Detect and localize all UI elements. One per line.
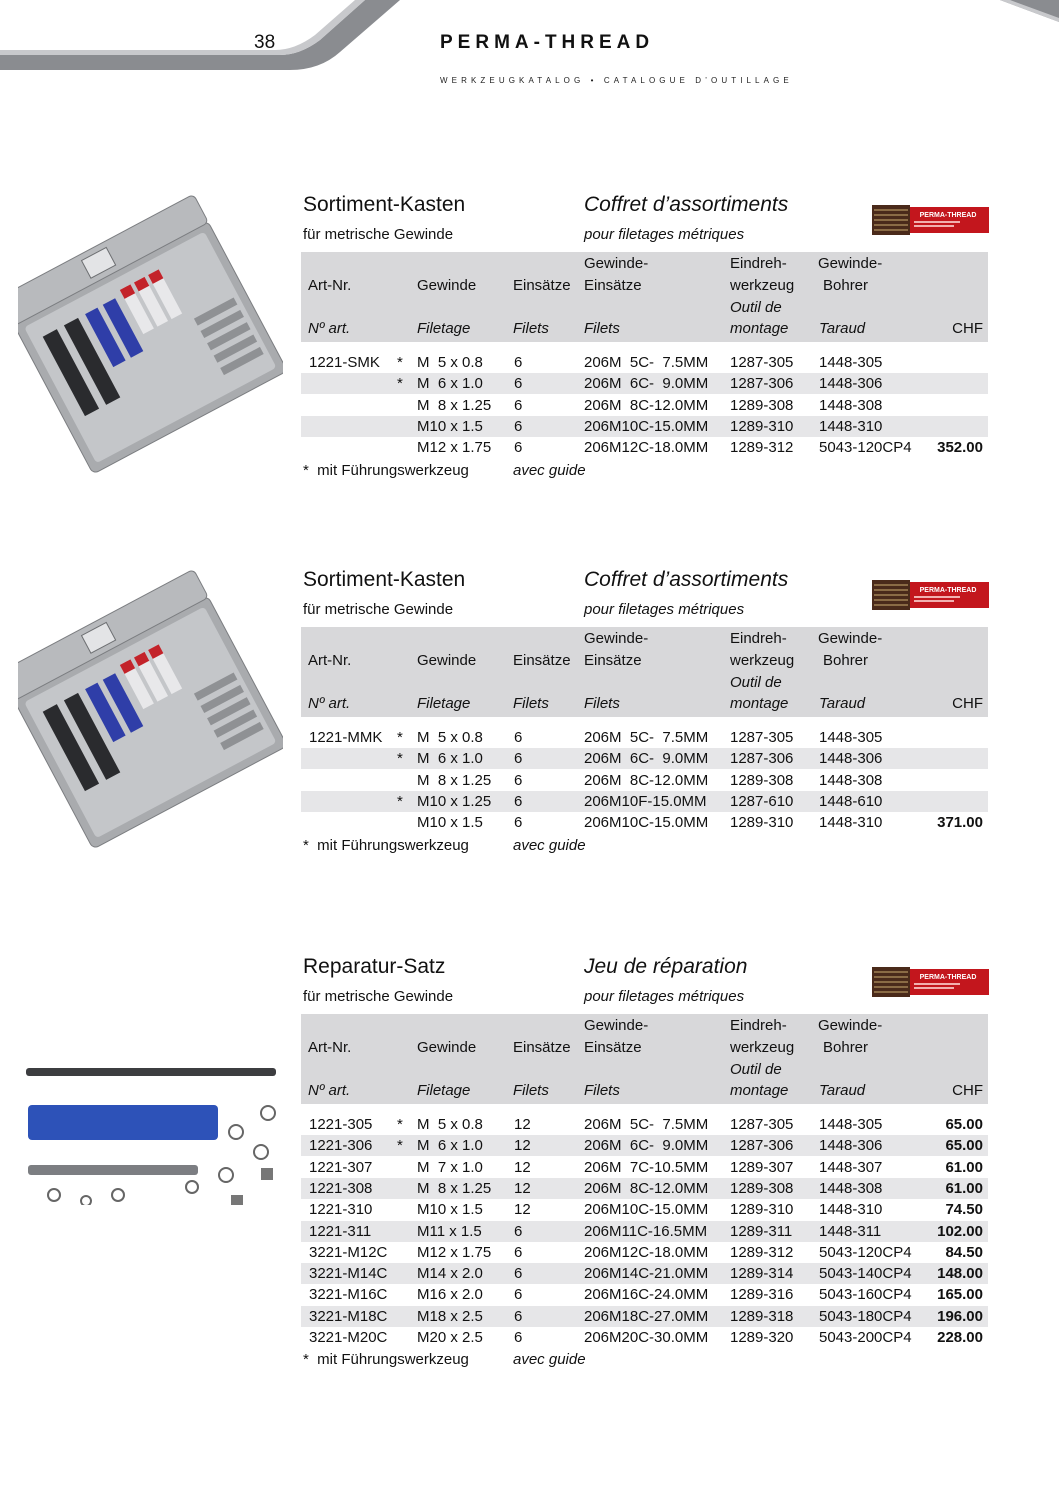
cell-art: 1221-310 bbox=[309, 1201, 373, 1219]
cell-art: 3221-M12C bbox=[309, 1243, 388, 1261]
table-row bbox=[301, 1306, 988, 1327]
section-title-fr: Jeu de réparation bbox=[584, 955, 748, 978]
cell-art: 1221-307 bbox=[309, 1158, 373, 1176]
column-header: Filetage bbox=[417, 695, 471, 712]
cell-thread: M11 x 1.5 bbox=[417, 1222, 482, 1240]
table-header bbox=[301, 1014, 988, 1104]
cell-ginserts: 206M12C-18.0MM bbox=[584, 439, 709, 457]
cell-tap: 1448-308 bbox=[819, 1179, 883, 1197]
cell-thread: M 8 x 1.25 bbox=[417, 771, 492, 789]
column-header: Outil de bbox=[730, 1061, 782, 1078]
column-header: Filets bbox=[584, 695, 620, 712]
cell-inserts: 6 bbox=[514, 396, 523, 414]
cell-inserts: 6 bbox=[514, 1222, 523, 1240]
column-header-price: CHF bbox=[952, 1082, 983, 1099]
cell-ginserts: 206M 5C- 7.5MM bbox=[584, 1116, 709, 1133]
cell-tool: 1289-308 bbox=[730, 771, 794, 789]
cell-tool: 1289-308 bbox=[730, 1179, 794, 1197]
column-header: Gewinde bbox=[417, 652, 477, 669]
cell-star: * bbox=[397, 729, 403, 746]
column-header: Art-Nr. bbox=[308, 1039, 352, 1056]
cell-tap: 1448-311 bbox=[819, 1222, 882, 1240]
column-header: Bohrer bbox=[823, 277, 869, 294]
cell-ginserts: 206M12C-18.0MM bbox=[584, 1243, 709, 1261]
column-header: Einsätze bbox=[584, 277, 642, 294]
cell-thread: M 6 x 1.0 bbox=[417, 375, 483, 393]
cell-art: 3221-M16C bbox=[309, 1286, 388, 1304]
section-title-de: Sortiment-Kasten bbox=[303, 568, 466, 591]
cell-tap: 1448-308 bbox=[819, 396, 883, 414]
cell-tap: 1448-310 bbox=[819, 814, 883, 832]
cell-star: * bbox=[397, 1137, 403, 1155]
cell-price: 352.00 bbox=[937, 439, 983, 457]
column-header: werkzeug bbox=[730, 277, 795, 294]
cell-tap: 1448-305 bbox=[819, 729, 883, 746]
footnote-de: * mit Führungswerkzeug bbox=[303, 836, 469, 854]
table-row bbox=[301, 373, 988, 394]
column-header: Nº art. bbox=[308, 695, 351, 712]
cell-art: 1221-SMK bbox=[309, 354, 380, 371]
section-subtitle-de: für metrische Gewinde bbox=[303, 988, 454, 1005]
cell-ginserts: 206M 6C- 9.0MM bbox=[584, 750, 709, 768]
column-header: Nº art. bbox=[308, 1082, 351, 1099]
cell-thread: M10 x 1.5 bbox=[417, 417, 483, 435]
cell-inserts: 6 bbox=[514, 439, 523, 457]
column-header: Gewinde bbox=[417, 277, 477, 294]
table-row bbox=[301, 416, 988, 437]
catalog-subtitle: WERKZEUGKATALOG • CATALOGUE D’OUTILLAGE bbox=[440, 76, 793, 85]
column-header: Art-Nr. bbox=[308, 652, 352, 669]
column-header-price: CHF bbox=[952, 320, 983, 337]
column-header: montage bbox=[730, 320, 789, 337]
column-header-price: CHF bbox=[952, 695, 983, 712]
column-header: Gewinde- bbox=[584, 1017, 649, 1034]
cell-thread: M10 x 1.5 bbox=[417, 814, 483, 832]
logo-text: PERMA-THREAD bbox=[919, 587, 977, 594]
column-header: werkzeug bbox=[730, 652, 795, 669]
column-header: Gewinde- bbox=[818, 1017, 883, 1034]
cell-star: * bbox=[397, 1116, 403, 1133]
cell-tap: 5043-120CP4 bbox=[819, 439, 912, 457]
cell-tool: 1287-306 bbox=[730, 1137, 794, 1155]
cell-tap: 1448-307 bbox=[819, 1158, 883, 1176]
cell-thread: M 6 x 1.0 bbox=[417, 1137, 483, 1155]
cell-ginserts: 206M 8C-12.0MM bbox=[584, 771, 709, 789]
cell-inserts: 12 bbox=[514, 1158, 531, 1176]
footnote-fr: avec guide bbox=[513, 1351, 586, 1369]
cell-inserts: 6 bbox=[514, 750, 523, 768]
cell-thread: M20 x 2.5 bbox=[417, 1329, 483, 1346]
table-row bbox=[301, 1221, 988, 1242]
cell-price: 84.50 bbox=[945, 1243, 983, 1261]
cell-inserts: 6 bbox=[514, 1265, 523, 1283]
table-row bbox=[301, 791, 988, 812]
cell-tool: 1289-310 bbox=[730, 417, 794, 435]
cell-tap: 1448-306 bbox=[819, 750, 883, 768]
column-header: Outil de bbox=[730, 674, 782, 691]
cell-tool: 1289-310 bbox=[730, 814, 794, 832]
cell-art: 1221-306 bbox=[309, 1137, 373, 1155]
column-header: Einsätze bbox=[513, 1039, 571, 1056]
footnote bbox=[303, 1351, 586, 1369]
cell-ginserts: 206M10C-15.0MM bbox=[584, 814, 709, 832]
cell-ginserts: 206M18C-27.0MM bbox=[584, 1307, 709, 1325]
page-number: 38 bbox=[254, 32, 276, 53]
cell-price: 165.00 bbox=[937, 1286, 983, 1304]
cell-price: 371.00 bbox=[937, 814, 983, 832]
section-subtitle-fr: pour filetages métriques bbox=[584, 988, 745, 1005]
table-row bbox=[301, 395, 988, 416]
column-header: Gewinde- bbox=[818, 255, 883, 272]
cell-tool: 1289-316 bbox=[730, 1286, 794, 1304]
cell-thread: M 5 x 0.8 bbox=[417, 354, 483, 371]
table-header bbox=[301, 252, 988, 342]
cell-tool: 1289-308 bbox=[730, 396, 794, 414]
cell-thread: M10 x 1.25 bbox=[417, 792, 492, 810]
column-header: Outil de bbox=[730, 299, 782, 316]
cell-inserts: 6 bbox=[514, 354, 523, 371]
footnote-fr: avec guide bbox=[513, 836, 586, 854]
cell-thread: M18 x 2.5 bbox=[417, 1307, 483, 1325]
table-row bbox=[301, 1242, 988, 1263]
section-title-fr: Coffret d’assortiments bbox=[584, 568, 789, 591]
table-row bbox=[301, 1178, 988, 1199]
column-header: Einsätze bbox=[584, 1039, 642, 1056]
cell-tool: 1289-314 bbox=[730, 1265, 794, 1283]
cell-inserts: 6 bbox=[514, 1243, 523, 1261]
cell-price: 102.00 bbox=[937, 1222, 983, 1240]
cell-price: 148.00 bbox=[937, 1265, 983, 1283]
column-header: Filetage bbox=[417, 320, 471, 337]
cell-inserts: 6 bbox=[514, 792, 523, 810]
section-title-de: Reparatur-Satz bbox=[303, 955, 446, 978]
column-header: Filetage bbox=[417, 1082, 471, 1099]
section-title-de: Sortiment-Kasten bbox=[303, 193, 466, 216]
cell-thread: M 5 x 0.8 bbox=[417, 729, 483, 746]
cell-star: * bbox=[397, 375, 403, 393]
product-section bbox=[0, 568, 1059, 868]
cell-thread: M16 x 2.0 bbox=[417, 1286, 483, 1304]
table-header bbox=[301, 627, 988, 717]
column-header: Nº art. bbox=[308, 320, 351, 337]
table-row bbox=[301, 812, 988, 833]
table-row bbox=[301, 1327, 988, 1348]
column-header: Einsätze bbox=[513, 652, 571, 669]
cell-ginserts: 206M 6C- 9.0MM bbox=[584, 375, 709, 393]
cell-tap: 5043-180CP4 bbox=[819, 1307, 912, 1325]
cell-art: 3221-M18C bbox=[309, 1307, 388, 1325]
table-row bbox=[301, 1263, 988, 1284]
cell-ginserts: 206M11C-16.5MM bbox=[584, 1222, 708, 1240]
cell-tool: 1289-318 bbox=[730, 1307, 794, 1325]
cell-inserts: 6 bbox=[514, 375, 523, 393]
cell-ginserts: 206M10F-15.0MM bbox=[584, 792, 707, 810]
cell-tool: 1287-610 bbox=[730, 792, 794, 810]
footnote-fr: avec guide bbox=[513, 461, 586, 479]
table-row bbox=[301, 437, 988, 458]
cell-art: 1221-305 bbox=[309, 1116, 373, 1133]
column-header: Gewinde bbox=[417, 1039, 477, 1056]
cell-tool: 1289-311 bbox=[730, 1222, 793, 1240]
section-subtitle-fr: pour filetages métriques bbox=[584, 226, 745, 243]
cell-tap: 1448-306 bbox=[819, 1137, 883, 1155]
column-header: Filets bbox=[513, 695, 549, 712]
perma-thread-logo bbox=[872, 580, 989, 610]
cell-price: 65.00 bbox=[945, 1116, 983, 1133]
section-title-fr: Coffret d’assortiments bbox=[584, 193, 789, 216]
cell-tap: 5043-200CP4 bbox=[819, 1329, 912, 1346]
cell-ginserts: 206M10C-15.0MM bbox=[584, 417, 709, 435]
cell-inserts: 6 bbox=[514, 729, 523, 746]
column-header: Filets bbox=[584, 320, 620, 337]
cell-star: * bbox=[397, 354, 403, 371]
table-row bbox=[301, 352, 988, 373]
table-row bbox=[301, 1114, 988, 1135]
column-header: montage bbox=[730, 1082, 789, 1099]
cell-star: * bbox=[397, 792, 403, 810]
perma-thread-logo bbox=[872, 205, 989, 235]
table-row bbox=[301, 1284, 988, 1305]
cell-ginserts: 206M16C-24.0MM bbox=[584, 1286, 709, 1304]
logo-text: PERMA-THREAD bbox=[919, 212, 977, 219]
cell-tool: 1289-310 bbox=[730, 1201, 794, 1219]
cell-star: * bbox=[397, 750, 403, 768]
cell-thread: M 8 x 1.25 bbox=[417, 396, 492, 414]
product-photo bbox=[18, 1005, 283, 1210]
table-row bbox=[301, 727, 988, 748]
cell-art: 3221-M20C bbox=[309, 1329, 388, 1346]
cell-tap: 1448-310 bbox=[819, 417, 883, 435]
cell-price: 65.00 bbox=[945, 1137, 983, 1155]
cell-thread: M10 x 1.5 bbox=[417, 1201, 483, 1219]
cell-inserts: 6 bbox=[514, 1329, 523, 1346]
column-header: Eindreh- bbox=[730, 630, 787, 647]
cell-tool: 1287-305 bbox=[730, 354, 794, 371]
cell-inserts: 12 bbox=[514, 1137, 531, 1155]
table-row bbox=[301, 748, 988, 769]
cell-tool: 1287-305 bbox=[730, 729, 794, 746]
column-header: Bohrer bbox=[823, 652, 869, 669]
column-header: Einsätze bbox=[513, 277, 571, 294]
cell-ginserts: 206M 8C-12.0MM bbox=[584, 396, 709, 414]
cell-art: 1221-311 bbox=[309, 1222, 372, 1240]
column-header: Gewinde- bbox=[584, 255, 649, 272]
cell-tap: 1448-610 bbox=[819, 792, 883, 810]
column-header: werkzeug bbox=[730, 1039, 795, 1056]
cell-ginserts: 206M10C-15.0MM bbox=[584, 1201, 709, 1219]
product-section bbox=[0, 955, 1059, 1395]
column-header: Taraud bbox=[819, 695, 866, 712]
cell-price: 61.00 bbox=[945, 1179, 983, 1197]
cell-art: 3221-M14C bbox=[309, 1265, 388, 1283]
cell-thread: M 8 x 1.25 bbox=[417, 1179, 492, 1197]
cell-inserts: 12 bbox=[514, 1201, 531, 1219]
footnote-de: * mit Führungswerkzeug bbox=[303, 461, 469, 479]
cell-ginserts: 206M20C-30.0MM bbox=[584, 1329, 709, 1346]
footnote bbox=[303, 461, 586, 479]
cell-tool: 1289-307 bbox=[730, 1158, 794, 1176]
product-photo bbox=[18, 568, 283, 863]
column-header: Filets bbox=[513, 1082, 549, 1099]
brand-title: PERMA-THREAD bbox=[440, 32, 655, 53]
cell-thread: M 7 x 1.0 bbox=[417, 1158, 483, 1176]
footnote-de: * mit Führungswerkzeug bbox=[303, 1351, 469, 1369]
cell-thread: M14 x 2.0 bbox=[417, 1265, 483, 1283]
table-row bbox=[301, 1157, 988, 1178]
section-subtitle-de: für metrische Gewinde bbox=[303, 601, 454, 618]
cell-thread: M 5 x 0.8 bbox=[417, 1116, 483, 1133]
cell-tap: 1448-310 bbox=[819, 1201, 883, 1219]
cell-price: 228.00 bbox=[937, 1329, 983, 1346]
cell-inserts: 6 bbox=[514, 417, 523, 435]
cell-ginserts: 206M 5C- 7.5MM bbox=[584, 354, 709, 371]
cell-ginserts: 206M 7C-10.5MM bbox=[584, 1158, 709, 1176]
section-subtitle-fr: pour filetages métriques bbox=[584, 601, 745, 618]
column-header: Eindreh- bbox=[730, 1017, 787, 1034]
cell-tool: 1287-306 bbox=[730, 750, 794, 768]
column-header: Eindreh- bbox=[730, 255, 787, 272]
cell-tap: 1448-305 bbox=[819, 1116, 883, 1133]
cell-thread: M12 x 1.75 bbox=[417, 1243, 492, 1261]
column-header: Filets bbox=[513, 320, 549, 337]
column-header: Art-Nr. bbox=[308, 277, 352, 294]
cell-thread: M 6 x 1.0 bbox=[417, 750, 483, 768]
cell-tap: 5043-160CP4 bbox=[819, 1286, 912, 1304]
perma-thread-logo bbox=[872, 967, 989, 997]
column-header: Gewinde- bbox=[584, 630, 649, 647]
cell-tool: 1289-312 bbox=[730, 439, 794, 457]
table-row bbox=[301, 1135, 988, 1156]
cell-tool: 1289-312 bbox=[730, 1243, 794, 1261]
product-section bbox=[0, 193, 1059, 493]
cell-tap: 1448-305 bbox=[819, 354, 883, 371]
column-header: Gewinde- bbox=[818, 630, 883, 647]
cell-ginserts: 206M 6C- 9.0MM bbox=[584, 1137, 709, 1155]
column-header: Taraud bbox=[819, 1082, 866, 1099]
column-header: Filets bbox=[584, 1082, 620, 1099]
cell-tool: 1289-320 bbox=[730, 1329, 794, 1346]
cell-ginserts: 206M 5C- 7.5MM bbox=[584, 729, 709, 746]
column-header: montage bbox=[730, 695, 789, 712]
cell-inserts: 6 bbox=[514, 814, 523, 832]
cell-inserts: 12 bbox=[514, 1116, 531, 1133]
cell-inserts: 6 bbox=[514, 1307, 523, 1325]
cell-art: 1221-308 bbox=[309, 1179, 373, 1197]
cell-ginserts: 206M14C-21.0MM bbox=[584, 1265, 709, 1283]
column-header: Einsätze bbox=[584, 652, 642, 669]
cell-price: 196.00 bbox=[937, 1307, 983, 1325]
product-photo bbox=[18, 193, 283, 488]
column-header: Taraud bbox=[819, 320, 866, 337]
cell-tap: 1448-306 bbox=[819, 375, 883, 393]
cell-tap: 5043-140CP4 bbox=[819, 1265, 912, 1283]
cell-art: 1221-MMK bbox=[309, 729, 383, 746]
cell-tap: 5043-120CP4 bbox=[819, 1243, 912, 1261]
column-header: Bohrer bbox=[823, 1039, 869, 1056]
section-subtitle-de: für metrische Gewinde bbox=[303, 226, 454, 243]
cell-thread: M12 x 1.75 bbox=[417, 439, 492, 457]
cell-tap: 1448-308 bbox=[819, 771, 883, 789]
table-row bbox=[301, 1199, 988, 1220]
cell-price: 61.00 bbox=[945, 1158, 983, 1176]
cell-inserts: 12 bbox=[514, 1179, 531, 1197]
cell-tool: 1287-306 bbox=[730, 375, 794, 393]
cell-tool: 1287-305 bbox=[730, 1116, 794, 1133]
cell-price: 74.50 bbox=[945, 1201, 983, 1219]
logo-text: PERMA-THREAD bbox=[919, 974, 977, 981]
cell-ginserts: 206M 8C-12.0MM bbox=[584, 1179, 709, 1197]
table-row bbox=[301, 770, 988, 791]
footnote bbox=[303, 836, 586, 854]
cell-inserts: 6 bbox=[514, 1286, 523, 1304]
cell-inserts: 6 bbox=[514, 771, 523, 789]
